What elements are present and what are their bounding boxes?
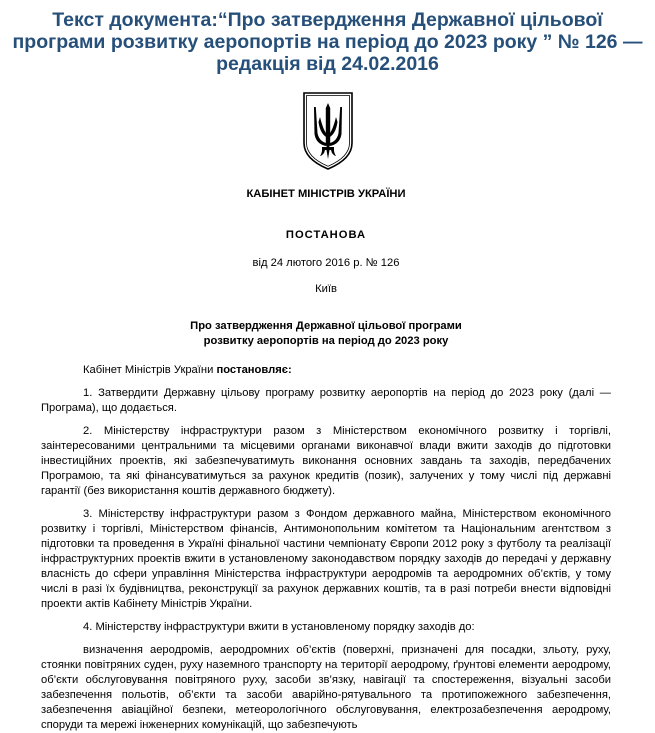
paragraph-1: 1. Затвердити Державну цільову програму розвитку аеропортів на період до 2023 року (далі — Програма), що додається. <box>41 387 611 414</box>
document-title-line-1: Про затвердження Державної цільової програми <box>190 320 462 332</box>
document-kind: ПОСТАНОВА <box>285 229 367 241</box>
document-title-line-2: розвитку аеропортів на період до 2023 року <box>203 335 449 347</box>
document-title <box>41 319 611 349</box>
page-title: Текст документа:“Про затвердження Державної цільової програми розвитку аеропортів на період до 2023 року ” № 126 — редакція від 24.02.2016 <box>12 9 643 75</box>
intro-paragraph <box>41 363 611 378</box>
document-date: від 24 лютого 2016 р. № 126 <box>252 257 400 269</box>
paragraph-2: 2. Міністерству інфраструктури разом з Міністерством економічного розвитку і торгівлі, заінтересованими центральними та місцевими органами виконавчої влади вжити заходів до підготовки інвестиційних проектів, які забезпечуватимуть виконання основних завдань та заходів, передбачених Програмою, та які фінансуватимуться за рахунок кредитів (позик), залучених у тому числі під державні гарантії (без використання коштів державного бюджету). <box>41 425 611 497</box>
document-city: Київ <box>315 283 337 295</box>
intro-text: Кабінет Міністрів України <box>83 364 217 376</box>
paragraph-4-item: визначення аеродромів, аеродромних об’єктів (поверхні, призначені для посадки, зльоту, руху, стоянки повітряних суден, руху наземного транспорту на території аеродрому, ґрунтові елементи аеродрому, об’єкти обслуговування повітряного руху, засоби зв’язку, навігації та спостереження, візуальні засоби забезпечення польотів, об’єкти та засоби аварійно-рятувального та протипожежного забезпечення, забезпечення авіаційної безпеки, метеорологічного обслуговування, електрозабезпечення аеродрому, споруди та мережі інженерних комунікацій, що забезпечують <box>41 644 611 731</box>
paragraph-4: 4. Міністерству інфраструктури вжити в установленому порядку заходів до: <box>83 621 475 633</box>
paragraph-3: 3. Міністерству інфраструктури разом з Фондом державного майна, Міністерством економічного розвитку і торгівлі, Міністерством фінансів, Антимонопольним комітетом та Національним агентством з підготовки та проведення в Україні фінальної частини чемпіонату Європи 2012 року з футболу та реалізації інфраструктурних проектів вжити в установленому законодавством порядку заходів до передачі у державну власність до сфери управління Міністерства інфраструктури аеродромів та аеродромних об’єктів, у тому числі в разі їх будівництва, реконструкції за рахунок державних коштів, та в разі потреби внести відповідні проекти актів Кабінету Міністрів України. <box>41 508 611 610</box>
intro-bold: постановляє: <box>216 364 292 376</box>
document-body <box>41 187 611 733</box>
issuer: КАБІНЕТ МІНІСТРІВ УКРАЇНИ <box>246 188 406 200</box>
trident-coat-of-arms-icon <box>300 89 356 173</box>
